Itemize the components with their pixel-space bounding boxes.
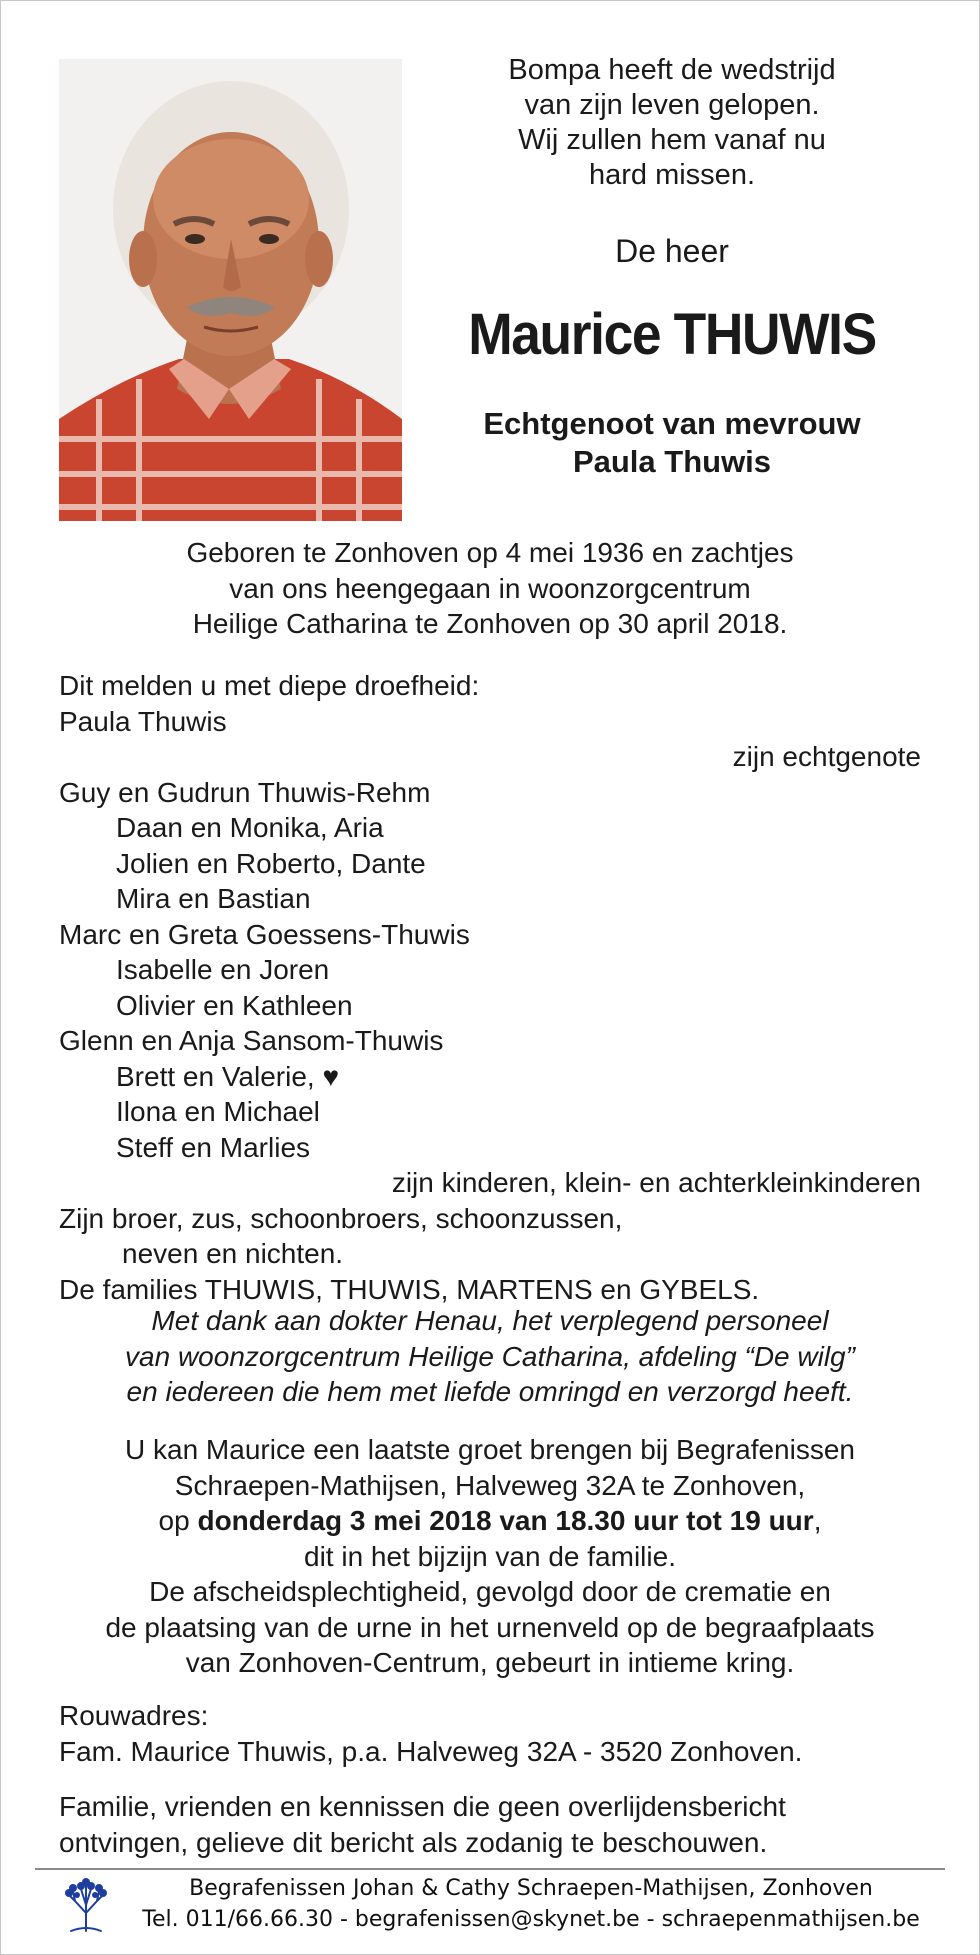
thanks-line: en iedereen die hem met liefde omringd en verzorgd heeft. bbox=[126, 1376, 854, 1407]
grandchild-couple: Isabelle en Joren bbox=[116, 954, 330, 985]
address-value: Fam. Maurice Thuwis, p.a. Halveweg 32A - 3520 Zonhoven. bbox=[59, 1735, 803, 1767]
thanks-line: Met dank aan dokter Henau, het verplegend personeel bbox=[151, 1305, 829, 1336]
poem-line: Bompa heeft de wedstrijd bbox=[508, 54, 836, 86]
wife-role: zijn echtgenote bbox=[732, 741, 921, 772]
thanks-line: van woonzorgcentrum Heilige Catharina, afdeling “De wilg” bbox=[125, 1340, 855, 1372]
spouse-line: Paula Thuwis bbox=[572, 444, 772, 479]
ceremony-line: de plaatsing van de urne in het urnenveld op de begraafplaats bbox=[105, 1611, 875, 1643]
address-label: Rouwadres: bbox=[59, 1700, 209, 1731]
funeral-home-contact: Tel. 011/66.66.30 - begrafenissen@skynet.be - schraepenmathijsen.be bbox=[142, 1907, 920, 1932]
cousins-line: neven en nichten. bbox=[122, 1238, 344, 1269]
visit-date: donderdag 3 mei 2018 van 18.30 uur tot 19 uur bbox=[197, 1505, 814, 1536]
tree-icon bbox=[61, 1877, 111, 1933]
grandchild-couple: Daan en Monika, Aria bbox=[116, 812, 384, 843]
funeral-home-name: Begrafenissen Johan & Cathy Schraepen-Mathijsen, Zonhoven bbox=[189, 1876, 873, 1901]
visit-line: Schraepen-Mathijsen, Halveweg 32A te Zonhoven, bbox=[174, 1469, 806, 1501]
siblings-line: Zijn broer, zus, schoonbroers, schoonzussen, bbox=[59, 1202, 623, 1234]
birth-line: Geboren te Zonhoven op 4 mei 1936 en zachtjes bbox=[186, 537, 794, 568]
poem-line: hard missen. bbox=[588, 159, 755, 191]
header-column bbox=[431, 53, 913, 481]
child-couple: Guy en Gudrun Thuwis-Rehm bbox=[59, 776, 431, 808]
grandchild-couple: Mira en Bastian bbox=[116, 883, 311, 914]
wife-name: Paula Thuwis bbox=[59, 705, 227, 737]
family-list bbox=[59, 668, 921, 1307]
birth-line: van ons heengegaan in woonzorgcentrum bbox=[229, 572, 751, 604]
children-role: zijn kinderen, klein- en achterkleinkinderen bbox=[391, 1167, 921, 1198]
visitation-info bbox=[59, 1432, 921, 1681]
deceased-name: Maurice THUWIS bbox=[468, 302, 876, 367]
visit-line: dit in het bijzijn van de familie. bbox=[304, 1540, 676, 1572]
child-couple: Glenn en Anja Sansom-Thuwis bbox=[59, 1025, 444, 1056]
grandchild-couple: Steff en Marlies bbox=[116, 1131, 311, 1163]
notice-line: Familie, vrienden en kennissen die geen overlijdensbericht bbox=[59, 1791, 786, 1822]
portrait-image bbox=[59, 59, 402, 521]
birth-death-info bbox=[59, 535, 921, 642]
thanks-note bbox=[59, 1303, 921, 1410]
spouse-line: Echtgenoot van mevrouw bbox=[483, 406, 861, 441]
grandchild-couple: Jolien en Roberto, Dante bbox=[116, 847, 426, 879]
grandchild-couple: Brett en Valerie, ♥ bbox=[116, 1060, 340, 1092]
birth-line: Heilige Catharina te Zonhoven op 30 april 2018. bbox=[192, 608, 788, 639]
poem-line: van zijn leven gelopen. bbox=[524, 89, 820, 121]
poem bbox=[431, 53, 913, 193]
ceremony-line: van Zonhoven-Centrum, gebeurt in intieme kring. bbox=[185, 1647, 795, 1678]
spouse-info bbox=[431, 405, 913, 481]
grandchild-couple: Ilona en Michael bbox=[116, 1096, 320, 1127]
funeral-home-info bbox=[111, 1873, 951, 1935]
family-intro: Dit melden u met diepe droefheid: bbox=[59, 670, 480, 701]
visit-line: U kan Maurice een laatste groet brengen bij Begrafenissen bbox=[125, 1434, 855, 1465]
ceremony-line: De afscheidsplechtigheid, gevolgd door de crematie en bbox=[149, 1576, 831, 1607]
poem-line: Wij zullen hem vanaf nu bbox=[518, 124, 826, 156]
child-couple: Marc en Greta Goessens-Thuwis bbox=[59, 918, 470, 950]
visit-date-line bbox=[59, 1503, 921, 1539]
mourning-address bbox=[59, 1698, 921, 1769]
footer bbox=[31, 1873, 951, 1945]
notice bbox=[59, 1789, 921, 1860]
honorific: De heer bbox=[615, 233, 729, 269]
footer-divider bbox=[35, 1868, 945, 1870]
visit-date-suffix: , bbox=[813, 1505, 822, 1536]
portrait-photo bbox=[59, 59, 402, 521]
families-line: De families THUWIS, THUWIS, MARTENS en GYBELS. bbox=[59, 1273, 760, 1305]
grandchild-couple: Olivier en Kathleen bbox=[116, 989, 353, 1021]
visit-date-prefix: op bbox=[158, 1505, 198, 1536]
notice-line: ontvingen, gelieve dit bericht als zodanig te beschouwen. bbox=[59, 1826, 768, 1858]
